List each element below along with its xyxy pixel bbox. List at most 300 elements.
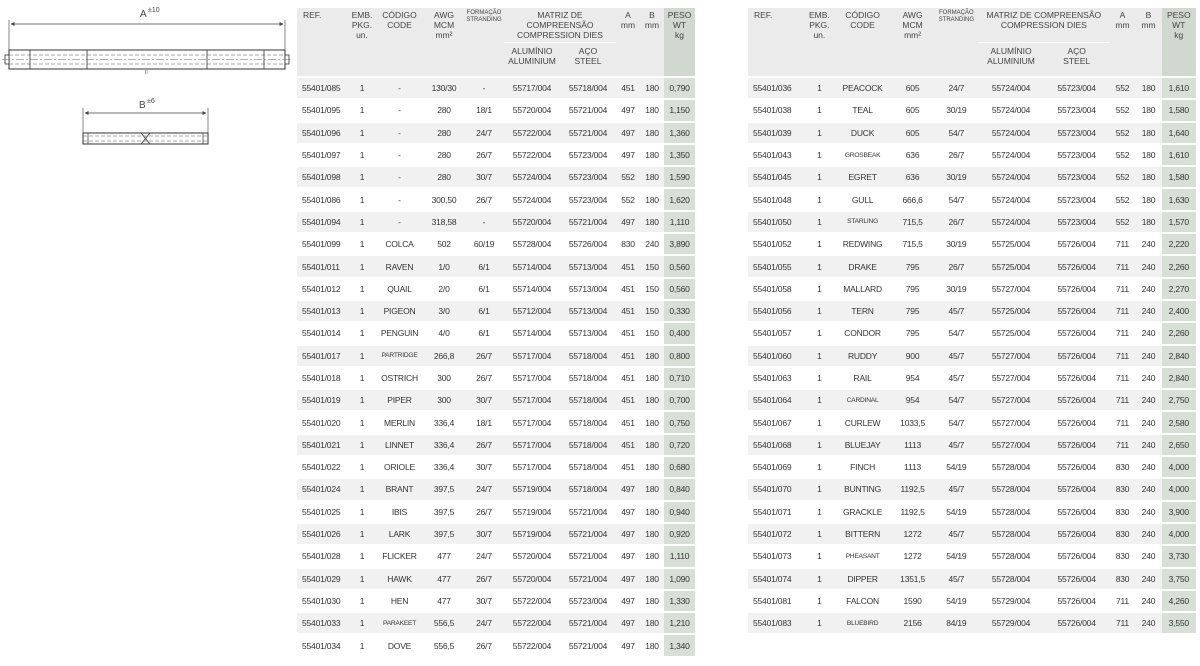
- cell-stranding: 45/7: [934, 345, 978, 367]
- cell-pkg: 1: [804, 122, 834, 144]
- cell-dim-b: 240: [1136, 411, 1162, 433]
- cell-die-steel: 55718/004: [560, 478, 616, 500]
- table-row: [748, 568, 1196, 590]
- cell-code: -: [375, 144, 424, 166]
- cell-code: BLUEJAY: [834, 434, 890, 456]
- cell-ref: 55401/095: [297, 99, 349, 121]
- cell-die-steel: 55721/004: [560, 634, 616, 655]
- cell-code: -: [375, 166, 424, 188]
- cell-ref: 55401/014: [297, 322, 349, 344]
- cell-die-aluminium: 55717/004: [504, 345, 560, 367]
- cell-ref: 55401/034: [297, 634, 349, 655]
- cell-awg: 636: [891, 166, 935, 188]
- cell-die-steel: 55726/004: [1044, 434, 1110, 456]
- cell-die-aluminium: 55728/004: [978, 478, 1044, 500]
- table-row: [748, 590, 1196, 612]
- cell-dim-a: 497: [616, 99, 640, 121]
- cell-pkg: 1: [804, 188, 834, 210]
- cell-code: PENGUIN: [375, 322, 424, 344]
- cell-code: GULL: [834, 188, 890, 210]
- cell-dim-b: 180: [640, 188, 664, 210]
- table-row: [297, 634, 695, 655]
- cell-pkg: 1: [804, 612, 834, 633]
- cell-die-aluminium: 55724/004: [504, 166, 560, 188]
- cell-awg: 900: [891, 345, 935, 367]
- cell-pkg: 1: [349, 188, 375, 210]
- cell-stranding: 26/7: [464, 188, 504, 210]
- cell-die-steel: 55721/004: [560, 568, 616, 590]
- cell-awg: 1192,5: [891, 478, 935, 500]
- table-row: [748, 122, 1196, 144]
- table-row: [748, 278, 1196, 300]
- cell-code: GROSBEAK: [834, 144, 890, 166]
- table-row: [297, 411, 695, 433]
- cell-die-aluminium: 55717/004: [504, 77, 560, 99]
- cell-code: GRACKLE: [834, 501, 890, 523]
- cell-dim-b: 240: [1136, 456, 1162, 478]
- cell-ref: 55401/033: [297, 612, 349, 634]
- cell-die-steel: 55726/004: [1044, 278, 1110, 300]
- cell-stranding: 84/19: [934, 612, 978, 633]
- cell-die-aluminium: 55722/004: [504, 590, 560, 612]
- cell-pkg: 1: [804, 345, 834, 367]
- cell-ref: 55401/081: [748, 590, 804, 612]
- header-ref: REF.: [297, 8, 349, 77]
- cell-ref: 55401/083: [748, 612, 804, 633]
- cell-code: BRANT: [375, 478, 424, 500]
- table-row: [748, 345, 1196, 367]
- cell-dim-a: 711: [1109, 612, 1135, 633]
- cell-die-aluminium: 55720/004: [504, 99, 560, 121]
- cell-dim-a: 830: [1109, 501, 1135, 523]
- cell-stranding: 26/7: [464, 367, 504, 389]
- cell-pkg: 1: [804, 456, 834, 478]
- cell-die-steel: 55718/004: [560, 345, 616, 367]
- cell-stranding: 30/19: [934, 233, 978, 255]
- cell-awg: 300: [424, 367, 464, 389]
- cell-awg: 2156: [891, 612, 935, 633]
- cell-dim-b: 240: [1136, 345, 1162, 367]
- cell-die-steel: 55726/004: [1044, 300, 1110, 322]
- cell-dim-a: 711: [1109, 411, 1135, 433]
- cell-die-steel: 55721/004: [560, 211, 616, 233]
- cell-weight: 3,900: [1162, 501, 1196, 523]
- cell-dim-b: 180: [1136, 122, 1162, 144]
- cell-weight: 3,890: [664, 233, 695, 255]
- table-row: [297, 478, 695, 500]
- cell-pkg: 1: [804, 411, 834, 433]
- cell-die-aluminium: 55719/004: [504, 523, 560, 545]
- table-row: [297, 255, 695, 277]
- cell-pkg: 1: [804, 233, 834, 255]
- cell-die-aluminium: 55719/004: [504, 478, 560, 500]
- cell-die-steel: 55726/004: [560, 233, 616, 255]
- cell-stranding: 30/7: [464, 590, 504, 612]
- cell-ref: 55401/011: [297, 255, 349, 277]
- header-awg: AWG MCM mm²: [424, 8, 464, 77]
- cell-dim-a: 497: [616, 122, 640, 144]
- cell-awg: 954: [891, 389, 935, 411]
- cell-stranding: 26/7: [464, 144, 504, 166]
- cell-ref: 55401/085: [297, 77, 349, 99]
- cell-ref: 55401/071: [748, 501, 804, 523]
- cell-pkg: 1: [349, 411, 375, 433]
- cell-die-aluminium: 55717/004: [504, 367, 560, 389]
- cell-awg: 280: [424, 122, 464, 144]
- cell-die-aluminium: 55724/004: [978, 99, 1044, 121]
- cell-weight: 4,260: [1162, 590, 1196, 612]
- cell-pkg: 1: [349, 99, 375, 121]
- cell-dim-a: 552: [1109, 99, 1135, 121]
- cell-ref: 55401/021: [297, 434, 349, 456]
- table-row: [297, 188, 695, 210]
- cell-dim-a: 497: [616, 144, 640, 166]
- cell-pkg: 1: [349, 322, 375, 344]
- cell-ref: 55401/018: [297, 367, 349, 389]
- table-row: [297, 568, 695, 590]
- cell-pkg: 1: [804, 501, 834, 523]
- cell-ref: 55401/052: [748, 233, 804, 255]
- cell-dim-a: 451: [616, 367, 640, 389]
- cell-dim-b: 180: [640, 523, 664, 545]
- cell-awg: 1351,5: [891, 568, 935, 590]
- cell-weight: 0,920: [664, 523, 695, 545]
- cell-code: EGRET: [834, 166, 890, 188]
- cell-code: MALLARD: [834, 278, 890, 300]
- cell-stranding: 24/7: [464, 545, 504, 567]
- table-row: [748, 99, 1196, 121]
- cell-pkg: 1: [349, 568, 375, 590]
- cell-weight: 1,570: [1162, 211, 1196, 233]
- cell-dim-a: 497: [616, 568, 640, 590]
- cell-weight: 2,400: [1162, 300, 1196, 322]
- cell-die-aluminium: 55728/004: [978, 456, 1044, 478]
- cell-awg: 280: [424, 144, 464, 166]
- cell-die-aluminium: 55727/004: [978, 367, 1044, 389]
- cell-dim-a: 552: [1109, 166, 1135, 188]
- cell-die-aluminium: 55724/004: [978, 211, 1044, 233]
- cell-die-steel: 55718/004: [560, 389, 616, 411]
- cell-stranding: 30/7: [464, 523, 504, 545]
- cell-ref: 55401/063: [748, 367, 804, 389]
- header-b: B mm: [1136, 8, 1162, 77]
- cell-pkg: 1: [804, 545, 834, 567]
- cell-dim-b: 240: [640, 233, 664, 255]
- cell-stranding: 45/7: [934, 434, 978, 456]
- cell-die-steel: 55713/004: [560, 322, 616, 344]
- cell-die-aluminium: 55722/004: [504, 634, 560, 655]
- cell-code: -: [375, 188, 424, 210]
- table-row: [748, 545, 1196, 567]
- cell-code: PIGEON: [375, 300, 424, 322]
- cell-pkg: 1: [349, 545, 375, 567]
- table-row: [297, 501, 695, 523]
- cell-die-steel: 55723/004: [560, 188, 616, 210]
- cell-dim-b: 180: [640, 568, 664, 590]
- cell-pkg: 1: [349, 211, 375, 233]
- cell-dim-a: 497: [616, 590, 640, 612]
- cell-stranding: 54/7: [934, 389, 978, 411]
- cell-die-aluminium: 55712/004: [504, 300, 560, 322]
- cell-weight: 1,110: [664, 211, 695, 233]
- cell-dim-b: 180: [640, 434, 664, 456]
- cell-die-aluminium: 55724/004: [978, 77, 1044, 99]
- cell-die-steel: 55713/004: [560, 255, 616, 277]
- cell-ref: 55401/056: [748, 300, 804, 322]
- cell-dim-a: 711: [1109, 367, 1135, 389]
- svg-text:II: II: [145, 70, 148, 76]
- cell-ref: 55401/057: [748, 322, 804, 344]
- header-awg: AWG MCM mm²: [891, 8, 935, 77]
- cell-ref: 55401/096: [297, 122, 349, 144]
- table-row: [748, 322, 1196, 344]
- cell-ref: 55401/024: [297, 478, 349, 500]
- table-row: [748, 166, 1196, 188]
- cell-awg: 1590: [891, 590, 935, 612]
- cell-weight: 0,680: [664, 456, 695, 478]
- cell-dim-b: 180: [640, 367, 664, 389]
- table-row: [748, 612, 1196, 633]
- cell-awg: 954: [891, 367, 935, 389]
- cell-dim-a: 552: [1109, 188, 1135, 210]
- cell-code: -: [375, 211, 424, 233]
- cell-dim-b: 150: [640, 278, 664, 300]
- cell-awg: 666,6: [891, 188, 935, 210]
- cell-awg: 1033,5: [891, 411, 935, 433]
- cell-code: TEAL: [834, 99, 890, 121]
- cell-code: DRAKE: [834, 255, 890, 277]
- table-row: [748, 255, 1196, 277]
- cell-pkg: 1: [804, 255, 834, 277]
- cell-awg: 1272: [891, 523, 935, 545]
- cell-stranding: 6/1: [464, 255, 504, 277]
- cell-dim-b: 180: [640, 478, 664, 500]
- cell-awg: 266,8: [424, 345, 464, 367]
- cell-dim-b: 180: [640, 345, 664, 367]
- cell-pkg: 1: [349, 434, 375, 456]
- cell-weight: 0,710: [664, 367, 695, 389]
- cell-weight: 2,260: [1162, 255, 1196, 277]
- cell-ref: 55401/043: [748, 144, 804, 166]
- cell-stranding: 45/7: [934, 478, 978, 500]
- cell-weight: 3,550: [1162, 612, 1196, 633]
- cell-die-steel: 55718/004: [560, 367, 616, 389]
- cell-awg: 636: [891, 144, 935, 166]
- cell-code: IBIS: [375, 501, 424, 523]
- table-row: [748, 478, 1196, 500]
- cell-die-steel: 55723/004: [560, 144, 616, 166]
- cell-awg: 397,5: [424, 478, 464, 500]
- cell-dim-b: 180: [1136, 166, 1162, 188]
- header-stranding: FORMAÇÃO STRANDING: [464, 8, 504, 77]
- cell-stranding: 30/7: [464, 166, 504, 188]
- cell-weight: 1,110: [664, 545, 695, 567]
- cell-die-aluminium: 55717/004: [504, 456, 560, 478]
- cell-ref: 55401/045: [748, 166, 804, 188]
- table-row: [748, 144, 1196, 166]
- cell-dim-b: 180: [1136, 211, 1162, 233]
- cell-pkg: 1: [349, 389, 375, 411]
- cell-awg: 477: [424, 545, 464, 567]
- table-row: [297, 278, 695, 300]
- cell-dim-a: 711: [1109, 322, 1135, 344]
- cell-code: RUDDY: [834, 345, 890, 367]
- cell-weight: 0,750: [664, 411, 695, 433]
- dimension-b-tolerance: ±6: [147, 98, 155, 105]
- cell-stranding: 24/7: [464, 478, 504, 500]
- cell-die-aluminium: 55720/004: [504, 545, 560, 567]
- cell-weight: 0,940: [664, 501, 695, 523]
- cell-die-aluminium: 55717/004: [504, 434, 560, 456]
- cell-code: CARDINAL: [834, 389, 890, 411]
- cell-stranding: 26/7: [464, 501, 504, 523]
- cell-dim-a: 451: [616, 411, 640, 433]
- cell-stranding: 54/7: [934, 411, 978, 433]
- cell-ref: 55401/048: [748, 188, 804, 210]
- cell-awg: 795: [891, 255, 935, 277]
- cell-dim-a: 711: [1109, 389, 1135, 411]
- cell-weight: 0,560: [664, 278, 695, 300]
- cell-dim-b: 240: [1136, 590, 1162, 612]
- cell-awg: 556,5: [424, 612, 464, 634]
- header-code: CÓDIGO CODE: [834, 8, 890, 77]
- cell-ref: 55401/094: [297, 211, 349, 233]
- cell-stranding: 45/7: [934, 367, 978, 389]
- cell-stranding: 30/19: [934, 166, 978, 188]
- table-row: [297, 389, 695, 411]
- cell-die-steel: 55721/004: [560, 122, 616, 144]
- cell-die-aluminium: 55717/004: [504, 389, 560, 411]
- cell-pkg: 1: [804, 99, 834, 121]
- cell-dim-b: 180: [640, 411, 664, 433]
- cell-die-steel: 55721/004: [560, 612, 616, 634]
- cell-awg: 336,4: [424, 456, 464, 478]
- cell-awg: 502: [424, 233, 464, 255]
- cell-stranding: 18/1: [464, 411, 504, 433]
- cell-dim-a: 711: [1109, 233, 1135, 255]
- cell-awg: 795: [891, 300, 935, 322]
- cell-ref: 55401/012: [297, 278, 349, 300]
- cell-ref: 55401/067: [748, 411, 804, 433]
- cell-dim-b: 180: [1136, 99, 1162, 121]
- cell-dim-b: 240: [1136, 612, 1162, 633]
- cell-ref: 55401/097: [297, 144, 349, 166]
- cell-awg: 300: [424, 389, 464, 411]
- cell-stranding: 60/19: [464, 233, 504, 255]
- cell-pkg: 1: [349, 278, 375, 300]
- cell-weight: 3,750: [1162, 568, 1196, 590]
- cell-die-steel: 55726/004: [1044, 590, 1110, 612]
- dimension-a-label: A: [140, 9, 147, 20]
- cell-dim-b: 240: [1136, 434, 1162, 456]
- cell-die-aluminium: 55714/004: [504, 255, 560, 277]
- dimension-b-label: B: [139, 100, 146, 111]
- cell-ref: 55401/068: [748, 434, 804, 456]
- cell-code: LINNET: [375, 434, 424, 456]
- cell-awg: 715,5: [891, 211, 935, 233]
- cell-ref: 55401/026: [297, 523, 349, 545]
- cell-pkg: 1: [804, 300, 834, 322]
- header-a: A mm: [1109, 8, 1135, 77]
- cell-ref: 55401/069: [748, 456, 804, 478]
- table-row: [748, 434, 1196, 456]
- cell-weight: 0,400: [664, 322, 695, 344]
- cell-awg: 605: [891, 122, 935, 144]
- cell-stranding: 26/7: [934, 255, 978, 277]
- cell-pkg: 1: [804, 211, 834, 233]
- cell-ref: 55401/070: [748, 478, 804, 500]
- cell-die-steel: 55726/004: [1044, 456, 1110, 478]
- cell-code: PHEASANT: [834, 545, 890, 567]
- cell-ref: 55401/074: [748, 568, 804, 590]
- table-row: [297, 322, 695, 344]
- table-row: [748, 188, 1196, 210]
- cell-pkg: 1: [804, 434, 834, 456]
- cell-die-steel: 55721/004: [560, 99, 616, 121]
- cell-dim-a: 451: [616, 77, 640, 99]
- cell-dim-a: 711: [1109, 255, 1135, 277]
- cell-awg: 280: [424, 166, 464, 188]
- cell-dim-b: 180: [1136, 144, 1162, 166]
- cell-code: OSTRICH: [375, 367, 424, 389]
- cell-weight: 3,730: [1162, 545, 1196, 567]
- cell-die-aluminium: 55728/004: [978, 568, 1044, 590]
- dimension-a-tolerance: ±10: [148, 7, 160, 14]
- cell-die-steel: 55723/004: [1044, 188, 1110, 210]
- cell-dim-a: 552: [1109, 211, 1135, 233]
- table-row: [748, 211, 1196, 233]
- header-weight: PESO WT kg: [1162, 8, 1196, 77]
- cell-code: DIPPER: [834, 568, 890, 590]
- cell-awg: 477: [424, 590, 464, 612]
- cell-code: QUAIL: [375, 278, 424, 300]
- table-row: [748, 367, 1196, 389]
- table-row: [297, 122, 695, 144]
- cell-ref: 55401/099: [297, 233, 349, 255]
- cell-die-aluminium: 55719/004: [504, 501, 560, 523]
- cell-dim-b: 240: [1136, 523, 1162, 545]
- cell-awg: 556,5: [424, 634, 464, 655]
- cell-die-aluminium: 55729/004: [978, 590, 1044, 612]
- cell-pkg: 1: [804, 166, 834, 188]
- cell-weight: 1,350: [664, 144, 695, 166]
- cell-die-aluminium: 55725/004: [978, 233, 1044, 255]
- cell-stranding: 26/7: [934, 144, 978, 166]
- cell-stranding: -: [464, 211, 504, 233]
- cell-ref: 55401/072: [748, 523, 804, 545]
- cell-ref: 55401/013: [297, 300, 349, 322]
- cell-weight: 0,700: [664, 389, 695, 411]
- cell-pkg: 1: [349, 144, 375, 166]
- cell-dim-a: 451: [616, 389, 640, 411]
- cell-code: DOVE: [375, 634, 424, 655]
- cell-pkg: 1: [349, 233, 375, 255]
- header-steel: AÇO STEEL: [1044, 43, 1110, 78]
- cell-stranding: 45/7: [934, 568, 978, 590]
- cell-die-steel: 55723/004: [1044, 122, 1110, 144]
- cell-stranding: 26/7: [464, 568, 504, 590]
- cell-pkg: 1: [349, 255, 375, 277]
- cell-stranding: 24/7: [934, 77, 978, 99]
- cell-die-aluminium: 55724/004: [978, 188, 1044, 210]
- cell-ref: 55401/025: [297, 501, 349, 523]
- cell-die-aluminium: 55727/004: [978, 434, 1044, 456]
- cell-die-steel: 55726/004: [1044, 478, 1110, 500]
- cell-weight: 1,340: [664, 634, 695, 655]
- cell-pkg: 1: [349, 367, 375, 389]
- cell-awg: 605: [891, 99, 935, 121]
- table-row: [297, 99, 695, 121]
